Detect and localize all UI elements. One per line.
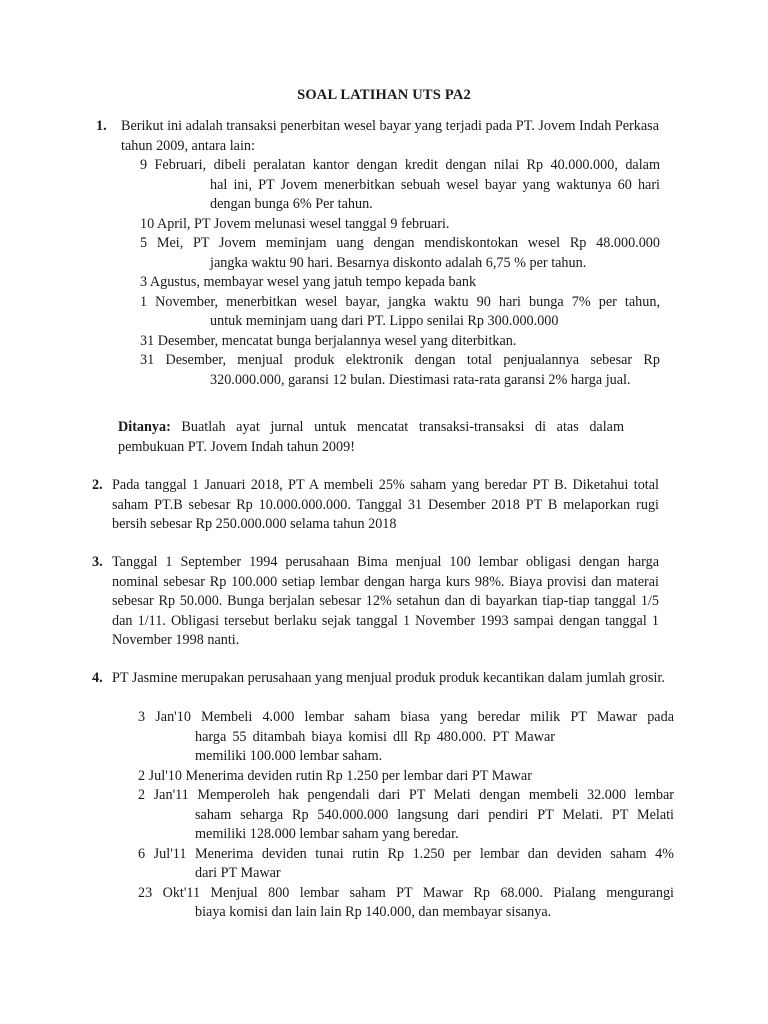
task-label: Ditanya: xyxy=(118,419,171,435)
transaction-first-line: 3 Jan'10 Membeli 4.000 lembar saham biasa yang beredar milik PT Mawar pada xyxy=(138,709,674,725)
question-3-number: 3. xyxy=(92,554,103,570)
transaction-item xyxy=(140,293,660,332)
transaction-first-line: 1 November, menerbitkan wesel bayar, jangka waktu 90 hari bunga 7% per tahun, xyxy=(140,293,660,310)
transaction-continuation: biaya komisi dan lain lain Rp 140.000, dan membayar sisanya. xyxy=(195,904,552,920)
transaction-continuation: harga 55 ditambah biaya komisi dll Rp 480.000. PT Mawar memiliki 100.000 lembar saham. xyxy=(195,728,555,764)
transaction-first-line: 5 Mei, PT Jovem meminjam uang dengan mendiskontokan wesel Rp 48.000.000 xyxy=(140,235,660,251)
transaction-continuation: hal ini, PT Jovem menerbitkan sebuah wesel bayar yang waktunya 60 hari dengan bunga 6% Per tahun. xyxy=(210,176,660,212)
transaction-item xyxy=(140,351,660,390)
transaction-item xyxy=(140,273,660,293)
transaction-first-line: 31 Desember, mencatat bunga berjalannya wesel yang diterbitkan. xyxy=(140,332,517,349)
transaction-continuation: jangka waktu 90 hari. Besarnya diskonto adalah 6,75 % per tahun. xyxy=(210,254,587,271)
transaction-continuation: dari PT Mawar xyxy=(195,865,281,881)
transaction-first-line: 9 Februari, dibeli peralatan kantor dengan kredit dengan nilai Rp 40.000.000, dalam xyxy=(140,157,660,173)
transaction-item xyxy=(138,767,674,787)
question-2-text: Pada tanggal 1 Januari 2018, PT A membeli 25% saham yang beredar PT B. Diketahui total saham PT.B sebesar Rp 10.000.000.000. Tanggal 31 Desember 2018 PT B melaporkan rugi bersih sebesar Rp 250.000.000 selama tahun 2018 xyxy=(112,477,659,532)
transaction-item xyxy=(138,884,674,923)
transaction-item xyxy=(140,156,660,215)
document-title: SOAL LATIHAN UTS PA2 xyxy=(297,87,471,103)
transaction-first-line: 31 Desember, menjual produk elektronik dengan total penjualannya sebesar Rp xyxy=(140,352,660,368)
question-4-transactions xyxy=(138,708,674,923)
transaction-item xyxy=(140,234,660,273)
question-4-intro: PT Jasmine merupakan perusahaan yang menjual produk produk kecantikan dalam jumlah grosir. xyxy=(112,670,665,686)
transaction-item xyxy=(140,332,660,352)
question-1-number: 1. xyxy=(96,118,107,134)
question-4-number: 4. xyxy=(92,670,103,686)
transaction-first-line: 10 April, PT Jovem melunasi wesel tanggal 9 februari. xyxy=(140,215,450,232)
question-2-number: 2. xyxy=(92,477,103,493)
transaction-item xyxy=(138,845,674,884)
transaction-first-line: 3 Agustus, membayar wesel yang jatuh tempo kepada bank xyxy=(140,274,477,290)
question-1-intro: Berikut ini adalah transaksi penerbitan wesel bayar yang terjadi pada PT. Jovem Indah Perkasa tahun 2009, antara lain: xyxy=(121,118,659,154)
task-text: Buatlah ayat jurnal untuk mencatat transaksi-transaksi di atas dalam pembukuan PT. Jovem Indah tahun 2009! xyxy=(118,419,624,455)
transaction-first-line: 2 Jan'11 Memperoleh hak pengendali dari PT Melati dengan membeli 32.000 lembar xyxy=(138,787,674,803)
transaction-continuation: 320.000.000, garansi 12 bulan. Diestimasi rata-rata garansi 2% harga jual. xyxy=(210,371,631,388)
question-3-text: Tanggal 1 September 1994 perusahaan Bima menjual 100 lembar obligasi dengan harga nominal sebesar Rp 100.000 setiap lembar dengan harga kurs 98%. Biaya provisi dan materai sebesar Rp 50.000. Bunga berjalan sebesar 12% setahun dan di bayarkan tiap-tiap tanggal 1/5 dan 1/11. Obligasi tersebut berlaku sejak tanggal 1 November 1993 sampai dengan tanggal 1 November 1998 nanti. xyxy=(112,554,659,648)
question-1-transactions xyxy=(140,156,660,390)
transaction-item xyxy=(138,786,674,845)
transaction-continuation: saham seharga Rp 540.000.000 langsung dari pendiri PT Melati. PT Melati memiliki 128.000 lembar saham yang beredar. xyxy=(195,806,674,842)
transaction-first-line: 23 Okt'11 Menjual 800 lembar saham PT Mawar Rp 68.000. Pialang mengurangi xyxy=(138,884,674,901)
transaction-item xyxy=(140,215,660,235)
transaction-item xyxy=(138,708,674,767)
question-1-task xyxy=(118,418,624,457)
transaction-first-line: 6 Jul'11 Menerima deviden tunai rutin Rp 1.250 per lembar dan deviden saham 4% xyxy=(138,845,674,862)
transaction-continuation: untuk meminjam uang dari PT. Lippo senilai Rp 300.000.000 xyxy=(210,313,559,329)
transaction-first-line: 2 Jul'10 Menerima deviden rutin Rp 1.250 per lembar dari PT Mawar xyxy=(138,767,532,784)
